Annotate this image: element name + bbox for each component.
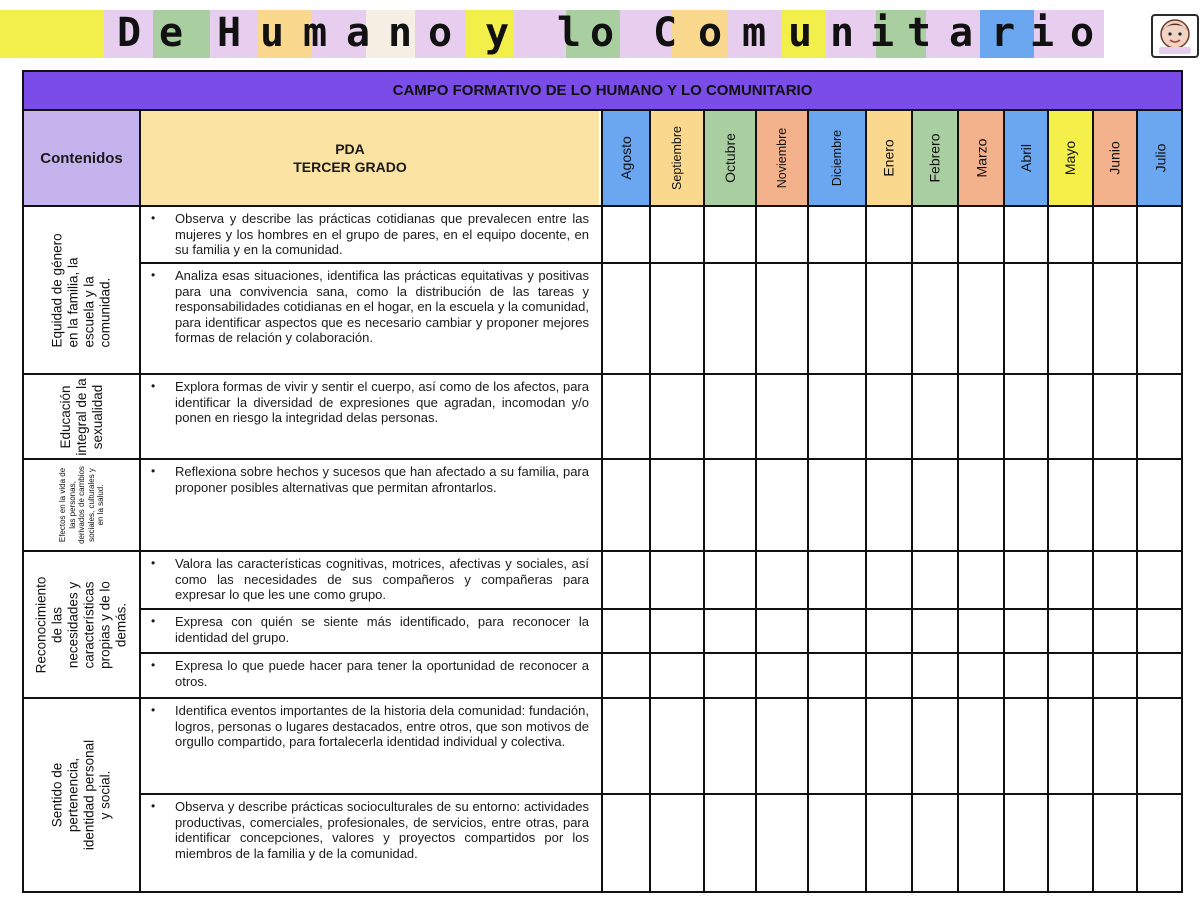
title-letter: C [652, 10, 678, 56]
grid-line [807, 109, 809, 893]
month-header [705, 111, 755, 205]
grid-line [22, 70, 24, 893]
pda-row [141, 699, 599, 793]
title-letter: r [990, 10, 1016, 56]
topic-cell [24, 460, 139, 550]
pda-row [141, 375, 599, 458]
month-header [809, 111, 865, 205]
month-header [1138, 111, 1183, 205]
pda-header [141, 111, 599, 205]
pda-text: Observa y describe las prácticas cotidianas que prevalecen entre las mujeres y los hombres en el grupo de pares, en el equipo docente, en su familia y en la comunidad. [175, 211, 589, 258]
pda-text: Explora formas de vivir y sentir el cuerpo, así como de los afectos, para identificar la diversidad de expresiones que agradan, incomodan y/o ponen en riesgo la integridad delas personas. [175, 379, 589, 426]
bullet: • [151, 614, 156, 628]
grid-line [911, 109, 913, 893]
grid-line [139, 608, 1183, 610]
pda-text: Identifica eventos importantes de la historia dela comunidad: fundación, logros, personas o lugares destacados, entre otros, que son motivos de orgullo compartido, para fortalecerla identidad individual y colectiva. [175, 703, 589, 750]
title-letter: e [158, 10, 184, 56]
pda-text: Reflexiona sobre hechos y sucesos que han afectado a su familia, para proponer posibles alternativas que permitan afrontarlos. [175, 464, 589, 495]
grid-line [649, 109, 651, 893]
month-label: Diciembre [830, 129, 845, 187]
month-header [913, 111, 957, 205]
title-letter: o [1069, 10, 1095, 56]
month-label: Julio [1152, 143, 1169, 173]
title-banner [0, 0, 1204, 62]
grid-line [755, 109, 757, 893]
table-title: CAMPO FORMATIVO DE LO HUMANO Y LO COMUNITARIO [24, 72, 1181, 109]
month-label: Mayo [1062, 140, 1079, 176]
month-header [603, 111, 649, 205]
bullet: • [151, 268, 156, 282]
grid-line [139, 652, 1183, 654]
month-header [1005, 111, 1047, 205]
month-label: Junio [1107, 141, 1123, 175]
pda-row [141, 460, 599, 550]
title-letter: n [387, 10, 413, 56]
title-letter: n [829, 10, 855, 56]
topic-cell [24, 699, 139, 891]
month-label: Agosto [618, 136, 634, 180]
title-letter: i [869, 10, 895, 56]
month-header [959, 111, 1003, 205]
grid-line [703, 109, 705, 893]
pda-row [141, 264, 599, 373]
title-letter: o [697, 10, 723, 56]
title-letter: m [741, 10, 767, 56]
month-label: Marzo [973, 138, 989, 178]
title-letter: u [259, 10, 285, 56]
title-letter: y [484, 10, 510, 56]
month-label: Febrero [927, 133, 943, 183]
title-letter: m [302, 10, 328, 56]
grid-line [139, 262, 1183, 264]
pda-header-title: PDA [335, 141, 365, 157]
title-letter: o [427, 10, 453, 56]
grid-line [1092, 109, 1094, 893]
grid-line [1181, 70, 1183, 893]
bullet: • [151, 658, 156, 672]
month-label: Enero [880, 139, 897, 177]
month-header [651, 111, 703, 205]
title-letter: a [948, 10, 974, 56]
month-header [757, 111, 807, 205]
month-label: Abril [1017, 143, 1034, 173]
pda-row [141, 610, 599, 652]
bullet: • [151, 464, 156, 478]
topic-cell [24, 207, 139, 373]
grid-line [957, 109, 959, 893]
pda-row [141, 207, 599, 262]
topic-label: Sentido de pertenencia, identidad personal y social. [49, 739, 113, 851]
pda-row [141, 795, 599, 891]
grid-line [139, 793, 1183, 795]
topic-label: Reconocimiento de las necesidades y características propias y de lo demás. [33, 576, 129, 673]
month-header [867, 111, 911, 205]
grid-line [22, 70, 1183, 72]
grid-line [139, 109, 141, 893]
bullet: • [151, 379, 156, 393]
topic-cell [24, 552, 139, 697]
topic-label: Efectos en la vida de las personas, derivados de cambios sociales, culturales y en la salud. [57, 466, 105, 544]
title-letter: o [589, 10, 615, 56]
planning-table [22, 70, 1183, 893]
month-label: Septiembre [670, 126, 684, 190]
title-letter: a [345, 10, 371, 56]
pda-text: Analiza esas situaciones, identifica las prácticas equitativas y positivas para una convivencia sana, como la distribución de las tareas y responsabilidades cotidianas en el hogar, en la escuela y la comunidad, para identificar aspectos que es necesario cambiar y proponer mejores formas de relación y colaboración. [175, 268, 589, 346]
title-letter: i [1029, 10, 1055, 56]
banner-color-block [0, 10, 52, 58]
title-letter: l [556, 10, 582, 56]
topic-label: Educación integral de la sexualidad [57, 377, 105, 456]
grid-line [1136, 109, 1138, 893]
pda-text: Observa y describe prácticas socioculturales de su entorno: actividades productivas, comerciales, profesionales, de servicios, entre otras, para identificar concepciones, valores y proyectos compartidos por los miembros de la familia y de la comunidad. [175, 799, 589, 861]
contenidos-header: Contenidos [24, 111, 139, 205]
title-letter: H [216, 10, 242, 56]
title-letter: D [116, 10, 142, 56]
month-label: Noviembre [775, 127, 789, 189]
pda-row [141, 654, 599, 697]
title-letter: t [906, 10, 932, 56]
month-header [1049, 111, 1092, 205]
bullet: • [151, 556, 156, 570]
bullet: • [151, 703, 156, 717]
grid-line [865, 109, 867, 893]
topic-label: Equidad de género en la familia, la escuela y la comunidad. [49, 233, 113, 348]
bullet: • [151, 211, 156, 225]
grid-line [1003, 109, 1005, 893]
pda-header-grade: TERCER GRADO [293, 159, 407, 175]
author-logo [1151, 14, 1199, 58]
avatar-icon [1155, 17, 1195, 55]
month-label: Octubre [722, 133, 738, 183]
grid-line [1047, 109, 1049, 893]
bullet: • [151, 799, 156, 813]
topic-cell [24, 375, 139, 458]
banner-color-block [52, 10, 104, 58]
pda-row [141, 552, 599, 608]
pda-text: Expresa con quién se siente más identificado, para reconocer la identidad del grupo. [175, 614, 589, 645]
month-header [1094, 111, 1136, 205]
pda-text: Valora las características cognitivas, motrices, afectivas y sociales, así como las necesidades de sus compañeros y compañeras para expresar lo que les une como grupo. [175, 556, 589, 603]
title-letter: u [787, 10, 813, 56]
grid-line [601, 109, 603, 893]
pda-text: Expresa lo que puede hacer para tener la oportunidad de reconocer a otros. [175, 658, 589, 689]
